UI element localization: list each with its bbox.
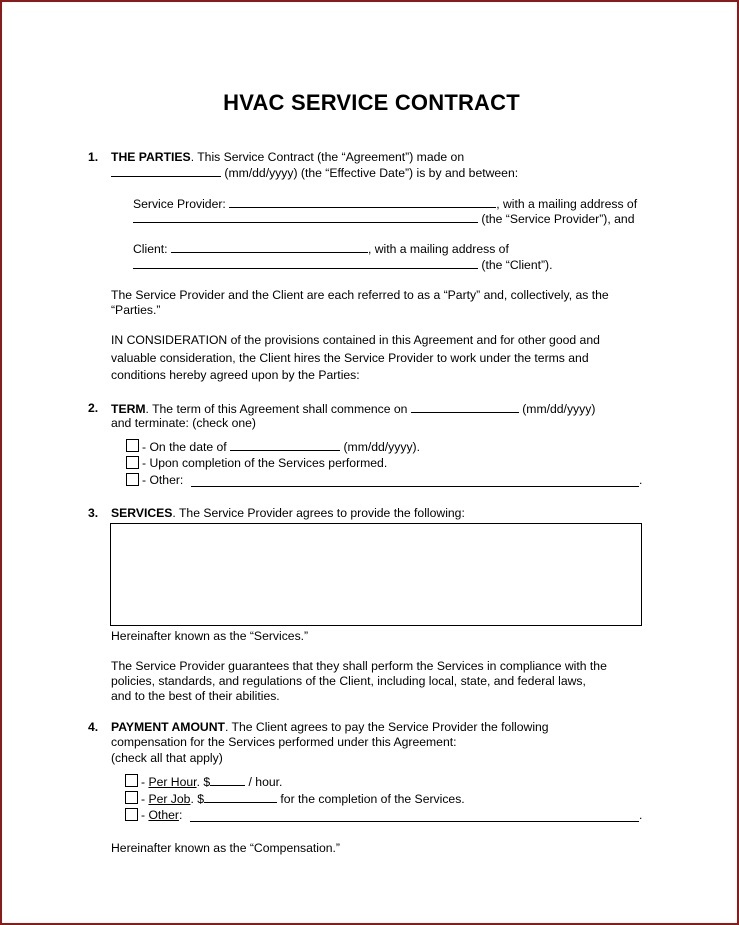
- section-3-number: 3.: [88, 506, 99, 520]
- per-job-label: Per Job: [148, 792, 191, 806]
- term-line: TERM. The term of this Agreement shall commence on (mm/dd/yyyy): [111, 402, 596, 416]
- service-provider-name-field[interactable]: [229, 196, 496, 208]
- per-hour-label: Per Hour: [148, 775, 197, 789]
- payment-line-1: PAYMENT AMOUNT. The Client agrees to pay the Service Provider the following: [111, 720, 549, 734]
- per-hour-option: - Per Hour. $ / hour.: [141, 775, 283, 789]
- service-provider-address-field[interactable]: [133, 211, 478, 223]
- term-end-date-field[interactable]: [230, 439, 340, 451]
- payment-other-option: - Other:: [141, 808, 183, 822]
- per-job-checkbox[interactable]: [125, 791, 138, 804]
- payment-other-label: Other: [148, 808, 179, 822]
- parties-paragraph-line-1: The Service Provider and the Client are each referred to as a “Party” and, collectively, as the: [111, 288, 609, 302]
- payment-other-period: .: [639, 808, 643, 822]
- section-1-number: 1.: [88, 150, 99, 164]
- payment-other-field[interactable]: [190, 821, 639, 822]
- section-4-heading: PAYMENT AMOUNT: [111, 720, 225, 734]
- consideration-line-3: conditions hereby agreed upon by the Parties:: [111, 368, 360, 382]
- effective-date-line: (mm/dd/yyyy) (the “Effective Date”) is by and between:: [111, 165, 518, 181]
- term-other-field[interactable]: [191, 486, 639, 487]
- effective-date-field[interactable]: [111, 165, 221, 177]
- services-known-as: Hereinafter known as the “Services.”: [111, 629, 309, 643]
- guarantee-line-3: and to the best of their abilities.: [111, 689, 280, 703]
- consideration-line-2: valuable consideration, the Client hires the Service Provider to work under the terms and: [111, 351, 589, 365]
- term-option-completion: - Upon completion of the Services performed.: [142, 456, 388, 470]
- term-option-date: - On the date of (mm/dd/yyyy).: [142, 440, 420, 454]
- hourly-rate-field[interactable]: [210, 774, 245, 786]
- term-end-date-checkbox[interactable]: [126, 439, 139, 452]
- per-hour-checkbox[interactable]: [125, 774, 138, 787]
- consideration-line-1: IN CONSIDERATION of the provisions contained in this Agreement and for other good and: [111, 333, 600, 347]
- services-line: SERVICES. The Service Provider agrees to provide the following:: [111, 506, 465, 520]
- per-job-option: - Per Job. $ for the completion of the Services.: [141, 792, 465, 806]
- section-3-heading: SERVICES: [111, 506, 173, 520]
- section-1-intro: THE PARTIES. This Service Contract (the “Agreement”) made on: [111, 150, 465, 164]
- job-amount-field[interactable]: [204, 791, 277, 803]
- section-1-heading: THE PARTIES: [111, 150, 191, 164]
- service-provider-address-line: (the “Service Provider”), and: [133, 211, 634, 227]
- services-description-box[interactable]: [110, 523, 642, 626]
- section-4-number: 4.: [88, 720, 99, 734]
- payment-line-2: compensation for the Services performed under this Agreement:: [111, 735, 457, 749]
- guarantee-line-1: The Service Provider guarantees that they shall perform the Services in compliance with the: [111, 659, 607, 673]
- term-other-period: .: [639, 473, 643, 487]
- section-2-number: 2.: [88, 401, 99, 415]
- parties-paragraph-line-2: “Parties.”: [111, 303, 161, 317]
- payment-line-3: (check all that apply): [111, 751, 223, 765]
- term-completion-checkbox[interactable]: [126, 456, 139, 469]
- term-other-checkbox[interactable]: [126, 473, 139, 486]
- term-option-other: - Other:: [142, 473, 184, 487]
- document-title: HVAC SERVICE CONTRACT: [223, 90, 520, 115]
- compensation-known-as: Hereinafter known as the “Compensation.”: [111, 841, 340, 855]
- client-address-line: (the “Client”).: [133, 257, 553, 273]
- section-2-heading: TERM: [111, 402, 146, 416]
- client-address-field[interactable]: [133, 257, 478, 269]
- term-start-date-field[interactable]: [411, 401, 519, 413]
- client-line: Client: , with a mailing address of: [133, 242, 509, 256]
- payment-other-checkbox[interactable]: [125, 808, 138, 821]
- client-name-field[interactable]: [171, 241, 368, 253]
- guarantee-line-2: policies, standards, and regulations of the Client, including local, state, and federal laws,: [111, 674, 586, 688]
- service-provider-line: Service Provider: , with a mailing address of: [133, 197, 638, 211]
- term-line-2: and terminate: (check one): [111, 416, 256, 430]
